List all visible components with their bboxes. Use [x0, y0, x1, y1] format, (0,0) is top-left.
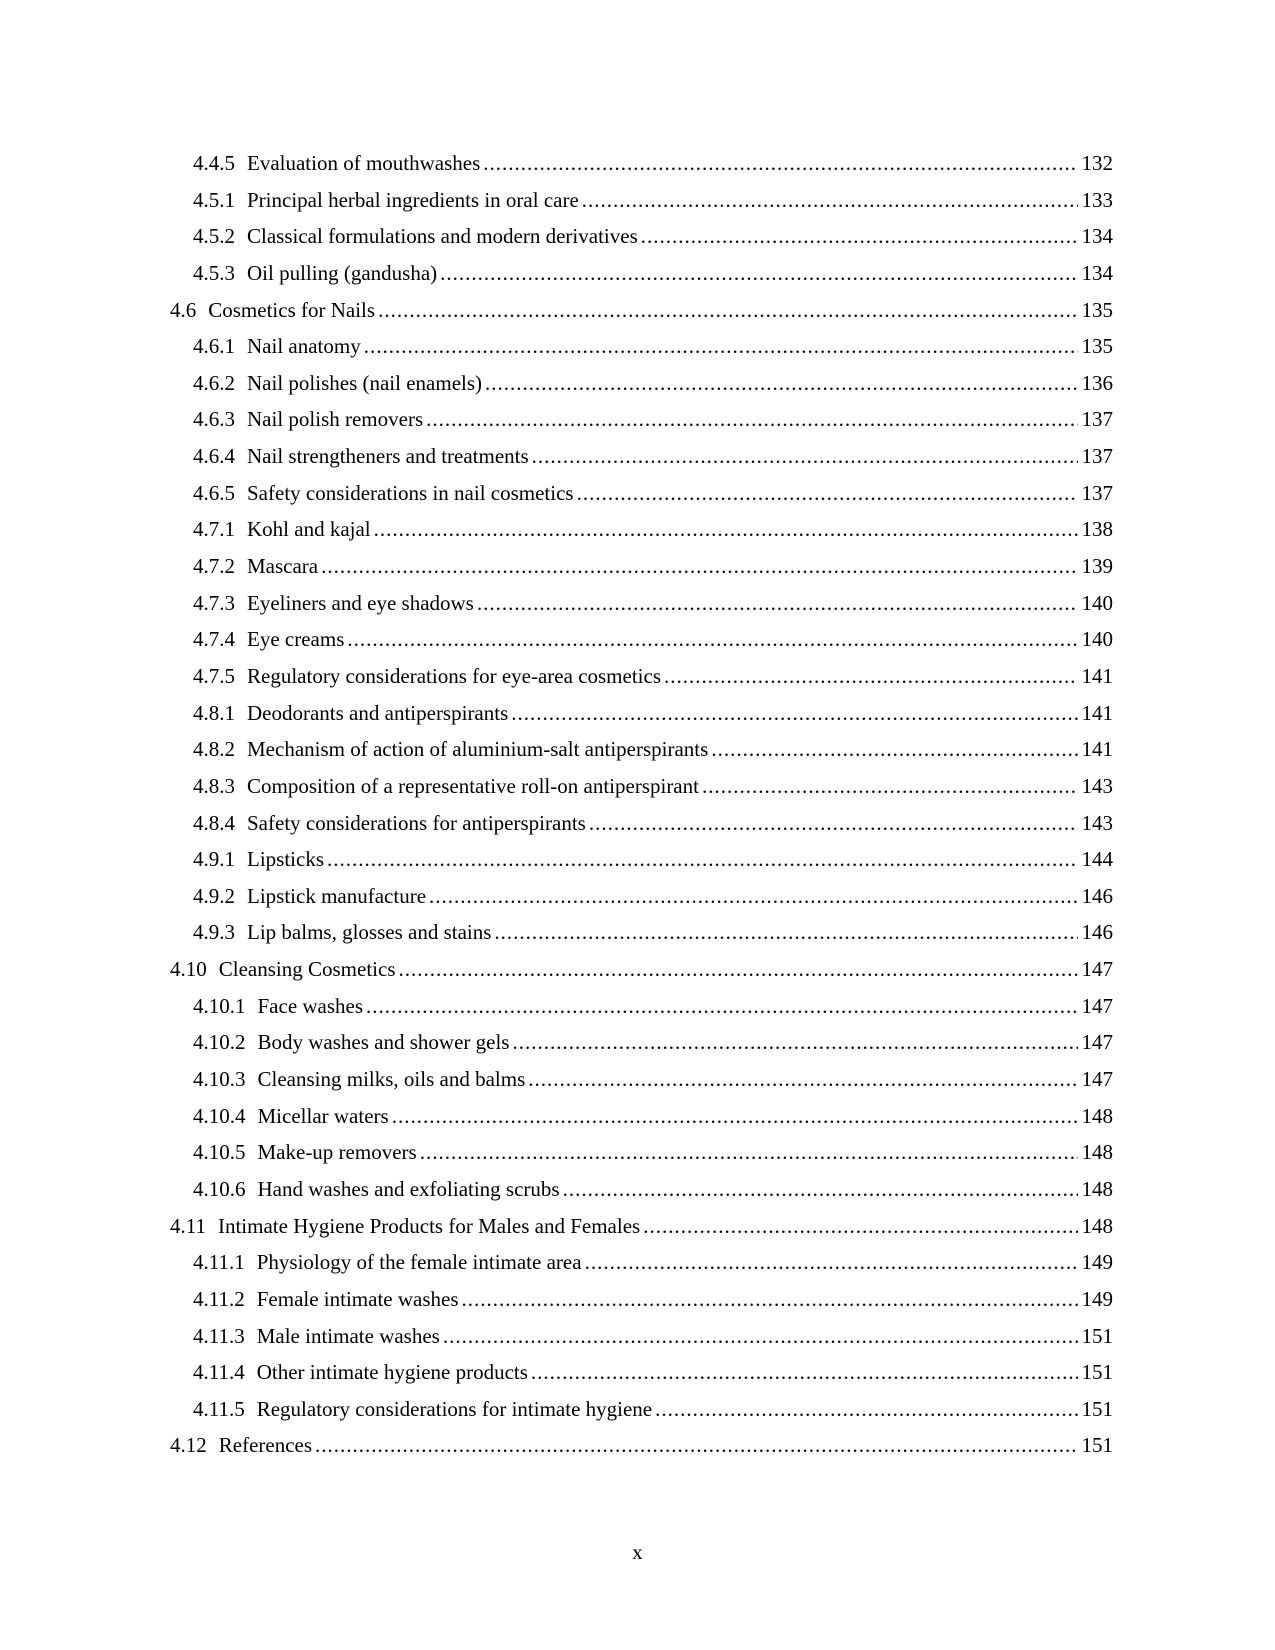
toc-entry-number: 4.11 — [170, 1213, 206, 1238]
toc-entry-number: 4.11.5 — [193, 1396, 245, 1421]
toc-entry-number: 4.6 — [170, 297, 197, 322]
toc-entry-page: 138 — [1081, 517, 1113, 542]
toc-entry-title: Nail polish removers — [247, 407, 424, 432]
toc-entry[interactable] — [170, 1098, 1113, 1135]
toc-entry-number: 4.12 — [170, 1433, 207, 1458]
toc-entry-page: 134 — [1081, 224, 1113, 249]
toc-entry-title: Lipstick manufacture — [247, 883, 427, 908]
toc-entry[interactable] — [170, 988, 1113, 1025]
toc-entry-page: 134 — [1081, 260, 1113, 285]
toc-entry-number: 4.8.2 — [193, 737, 235, 762]
toc-entry-title: Nail anatomy — [247, 334, 361, 359]
toc-dot-leader — [374, 511, 1078, 548]
toc-dot-leader — [563, 1171, 1078, 1208]
toc-entry-page: 151 — [1081, 1433, 1113, 1458]
toc-dot-leader — [528, 1061, 1077, 1098]
toc-entry[interactable] — [170, 1354, 1113, 1391]
toc-entry-title: Cleansing milks, oils and balms — [257, 1067, 526, 1092]
toc-dot-leader — [347, 621, 1077, 658]
toc-entry-page: 143 — [1081, 810, 1113, 835]
toc-entry[interactable] — [170, 1391, 1113, 1428]
toc-dot-leader — [477, 585, 1078, 622]
toc-entry-title: Mechanism of action of aluminium-salt antiperspirants — [247, 737, 709, 762]
toc-entry-number: 4.10.5 — [193, 1140, 246, 1165]
toc-entry-number: 4.7.2 — [193, 554, 235, 579]
toc-dot-leader — [582, 182, 1078, 219]
toc-entry-page: 140 — [1081, 590, 1113, 615]
toc-dot-leader — [531, 1354, 1078, 1391]
toc-entry-page: 148 — [1081, 1213, 1113, 1238]
toc-entry[interactable] — [170, 255, 1113, 292]
toc-dot-leader — [664, 658, 1077, 695]
toc-entry-number: 4.10.1 — [193, 993, 246, 1018]
toc-entry[interactable] — [170, 1281, 1113, 1318]
toc-dot-leader — [589, 805, 1078, 842]
toc-entry[interactable] — [170, 585, 1113, 622]
toc-entry-number: 4.6.2 — [193, 370, 235, 395]
toc-entry-title: Safety considerations for antiperspirants — [247, 810, 586, 835]
toc-dot-leader — [512, 1024, 1077, 1061]
toc-entry-number: 4.10.3 — [193, 1067, 246, 1092]
toc-entry[interactable] — [170, 1061, 1113, 1098]
toc-entry-page: 137 — [1081, 407, 1113, 432]
toc-dot-leader — [364, 328, 1078, 365]
toc-dot-leader — [655, 1391, 1077, 1428]
toc-dot-leader — [321, 548, 1077, 585]
toc-entry[interactable] — [170, 621, 1113, 658]
toc-entry-title: Cleansing Cosmetics — [218, 957, 396, 982]
toc-entry[interactable] — [170, 292, 1113, 329]
toc-entry-title: Composition of a representative roll-on antiperspirant — [247, 773, 699, 798]
toc-dot-leader — [483, 145, 1077, 182]
toc-entry-number: 4.9.3 — [193, 920, 235, 945]
toc-entry-page: 137 — [1081, 444, 1113, 469]
toc-dot-leader — [532, 438, 1078, 475]
toc-entry-title: Body washes and shower gels — [257, 1030, 510, 1055]
toc-entry-number: 4.7.4 — [193, 627, 235, 652]
toc-entry-number: 4.6.5 — [193, 480, 235, 505]
toc-entry-page: 147 — [1081, 957, 1113, 982]
toc-entry[interactable] — [170, 805, 1113, 842]
toc-entry-number: 4.8.3 — [193, 773, 235, 798]
toc-entry[interactable] — [170, 695, 1113, 732]
toc-dot-leader — [643, 1208, 1077, 1245]
toc-entry-page: 132 — [1081, 151, 1113, 175]
toc-entry-title: Regulatory considerations for intimate hygiene — [256, 1396, 653, 1421]
toc-entry-number: 4.11.1 — [193, 1250, 245, 1275]
toc-entry-page: 147 — [1081, 1067, 1113, 1092]
toc-entry-title: Nail polishes (nail enamels) — [247, 370, 483, 395]
toc-entry-title: Eyeliners and eye shadows — [247, 590, 474, 615]
toc-entry[interactable] — [170, 1024, 1113, 1061]
toc-entry-number: 4.11.2 — [193, 1286, 245, 1311]
toc-entry[interactable] — [170, 365, 1113, 402]
toc-entry-title: Make-up removers — [257, 1140, 417, 1165]
toc-entry[interactable] — [170, 878, 1113, 915]
toc-entry-number: 4.9.2 — [193, 883, 235, 908]
toc-dot-leader — [585, 1244, 1078, 1281]
toc-dot-leader — [315, 1427, 1077, 1464]
toc-entry-title: Classical formulations and modern derivatives — [247, 224, 638, 249]
toc-entry-page: 147 — [1081, 1030, 1113, 1055]
toc-entry-number: 4.11.4 — [193, 1360, 245, 1385]
toc-entry[interactable] — [170, 731, 1113, 768]
toc-entry-title: Regulatory considerations for eye-area cosmetics — [247, 663, 662, 688]
toc-entry-number: 4.6.3 — [193, 407, 235, 432]
toc-dot-leader — [327, 841, 1078, 878]
toc-entry-page: 146 — [1081, 920, 1113, 945]
toc-entry-page: 136 — [1081, 370, 1113, 395]
toc-entry-page: 151 — [1081, 1323, 1113, 1348]
toc-entry-page: 143 — [1081, 773, 1113, 798]
toc-entry-title: Nail strengtheners and treatments — [247, 444, 529, 469]
toc-entry-page: 137 — [1081, 480, 1113, 505]
toc-entry-title: References — [218, 1433, 313, 1458]
toc-entry-title: Kohl and kajal — [247, 517, 371, 542]
toc-entry[interactable] — [170, 438, 1113, 475]
toc-entry-page: 139 — [1081, 554, 1113, 579]
toc-entry-page: 148 — [1081, 1176, 1113, 1201]
toc-entry[interactable] — [170, 841, 1113, 878]
toc-dot-leader — [577, 475, 1078, 512]
toc-entry-page: 141 — [1081, 737, 1113, 762]
toc-dot-leader — [440, 255, 1077, 292]
toc-entry-title: Evaluation of mouthwashes — [247, 151, 481, 175]
toc-dot-leader — [420, 1134, 1078, 1171]
toc-entry-title: Eye creams — [247, 627, 345, 652]
toc-entry-number: 4.5.2 — [193, 224, 235, 249]
toc-dot-leader — [702, 768, 1078, 805]
toc-entry[interactable] — [170, 182, 1113, 219]
toc-entry[interactable] — [170, 511, 1113, 548]
toc-entry-page: 149 — [1081, 1250, 1113, 1275]
toc-entry-number: 4.7.5 — [193, 663, 235, 688]
toc-entry-number: 4.10.6 — [193, 1176, 246, 1201]
toc-entry-title: Oil pulling (gandusha) — [247, 260, 438, 285]
toc-entry[interactable] — [170, 548, 1113, 585]
toc-entry-title: Safety considerations in nail cosmetics — [247, 480, 574, 505]
toc-entry[interactable] — [170, 914, 1113, 951]
toc-entry-page: 133 — [1081, 187, 1113, 212]
toc-entry-number: 4.5.3 — [193, 260, 235, 285]
toc-entry[interactable] — [170, 1427, 1113, 1464]
toc-entry[interactable] — [170, 658, 1113, 695]
toc-entry-number: 4.8.1 — [193, 700, 235, 725]
toc-entry-number: 4.11.3 — [193, 1323, 245, 1348]
toc-dot-leader — [485, 365, 1077, 402]
toc-entry-number: 4.9.1 — [193, 847, 235, 872]
toc-entry[interactable] — [170, 1244, 1113, 1281]
toc-entry[interactable] — [170, 951, 1113, 988]
toc-entry-title: Cosmetics for Nails — [208, 297, 376, 322]
toc-entry-title: Other intimate hygiene products — [256, 1360, 528, 1385]
toc-entry-title: Mascara — [247, 554, 319, 579]
toc-entry-title: Principal herbal ingredients in oral care — [247, 187, 579, 212]
toc-dot-leader — [494, 914, 1077, 951]
toc-entry-number: 4.10.2 — [193, 1030, 246, 1055]
toc-entry-title: Lipsticks — [247, 847, 324, 872]
toc-entry[interactable] — [170, 768, 1113, 805]
toc-dot-leader — [399, 951, 1078, 988]
toc-entry[interactable] — [170, 145, 1113, 182]
toc-entry-number: 4.7.1 — [193, 517, 235, 542]
toc-entry-page: 151 — [1081, 1360, 1113, 1385]
toc-entry-page: 135 — [1081, 297, 1113, 322]
toc-dot-leader — [641, 218, 1078, 255]
toc-entry-number: 4.10.4 — [193, 1103, 246, 1128]
toc-entry-number: 4.6.1 — [193, 334, 235, 359]
toc-entry-title: Lip balms, glosses and stains — [247, 920, 492, 945]
toc-entry[interactable] — [170, 1318, 1113, 1355]
toc-dot-leader — [462, 1281, 1078, 1318]
toc-entry[interactable] — [170, 1134, 1113, 1171]
toc-entry[interactable] — [170, 1208, 1113, 1245]
toc-entry-page: 147 — [1081, 993, 1113, 1018]
toc-entry[interactable] — [170, 218, 1113, 255]
toc-dot-leader — [378, 292, 1077, 329]
toc-entry-number: 4.5.1 — [193, 187, 235, 212]
toc-entry-title: Female intimate washes — [256, 1286, 459, 1311]
toc-entry-title: Hand washes and exfoliating scrubs — [257, 1176, 560, 1201]
toc-entry[interactable] — [170, 1171, 1113, 1208]
toc-entry-number: 4.10 — [170, 957, 207, 982]
toc-entry-title: Face washes — [257, 993, 364, 1018]
page-number: x — [632, 1540, 643, 1564]
toc-entry-page: 146 — [1081, 883, 1113, 908]
toc-entry-number: 4.8.4 — [193, 810, 235, 835]
toc-entry[interactable] — [170, 401, 1113, 438]
toc-entry-title: Micellar waters — [257, 1103, 389, 1128]
toc-entry-page: 140 — [1081, 627, 1113, 652]
toc-dot-leader — [392, 1098, 1078, 1135]
toc-entry-page: 144 — [1081, 847, 1113, 872]
toc-entry-title: Male intimate washes — [256, 1323, 440, 1348]
toc-entry-number: 4.7.3 — [193, 590, 235, 615]
toc-entry-page: 151 — [1081, 1396, 1113, 1421]
toc-entry-page: 141 — [1081, 700, 1113, 725]
toc-entry-page: 135 — [1081, 334, 1113, 359]
toc-entry-number: 4.4.5 — [193, 151, 235, 175]
toc-entry-title: Intimate Hygiene Products for Males and Females — [217, 1213, 641, 1238]
toc-dot-leader — [711, 731, 1077, 768]
toc-entry-title: Deodorants and antiperspirants — [247, 700, 509, 725]
toc-entry-title: Physiology of the female intimate area — [256, 1250, 582, 1275]
toc-entry-number: 4.6.4 — [193, 444, 235, 469]
toc-dot-leader — [429, 878, 1077, 915]
toc-dot-leader — [511, 695, 1077, 732]
toc-entry[interactable] — [170, 328, 1113, 365]
toc-entry-page: 149 — [1081, 1286, 1113, 1311]
toc-entry-page: 148 — [1081, 1103, 1113, 1128]
toc-dot-leader — [366, 988, 1077, 1025]
table-of-contents — [170, 145, 1113, 1464]
toc-entry-page: 141 — [1081, 663, 1113, 688]
toc-dot-leader — [443, 1318, 1078, 1355]
toc-entry[interactable] — [170, 475, 1113, 512]
toc-dot-leader — [426, 401, 1077, 438]
toc-entry-page: 148 — [1081, 1140, 1113, 1165]
